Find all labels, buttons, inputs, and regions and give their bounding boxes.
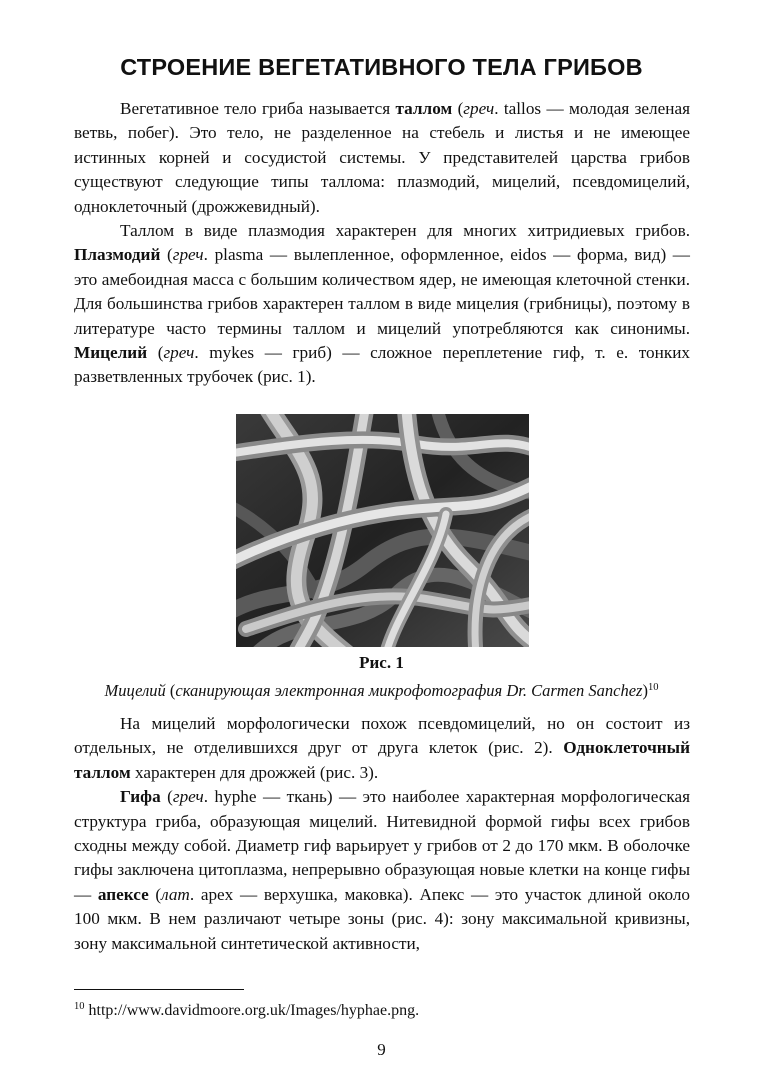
paragraph-pseudomycelium: На мицелий морфологически похож псевдомицелий, но он состоит из отдельных, не отделившихся друг от друга клеток (рис. 2). Одноклеточный таллом характерен для дрожжей (рис. 3). — [74, 714, 690, 782]
page-number: 9 — [377, 1040, 386, 1059]
body-text-lower — [74, 712, 690, 956]
footnote: $^{10}$ http://www.davidmoore.org.uk/Images/hyphae.png. — [74, 1001, 420, 1019]
footnote-divider — [74, 989, 244, 990]
footnote-link[interactable]: http://www.davidmoore.org.uk/Images/hyphae.png. — [84, 1002, 420, 1019]
figure-caption: Мицелий (сканирующая электронная микрофотография Dr. Carmen Sanchez)$^{10}$ — [104, 681, 659, 700]
mycelium-micrograph — [236, 414, 529, 647]
paragraph-hypha: Гифа (греч. hyphe — ткань) — это наиболее характерная морфологическая структура гриба, образующая мицелий. Нитевидной формой гифы всех грибов сходны между собой. Диаметр гиф варьирует у грибов от 2 до 170 мкм. В оболочке гифы заключена цитоплазма, непрерывно образующая новые клетки на конце гифы — апексе (лат. apex — верхушка, маковка). Апекс — это участок длиной около 100 мкм. В нем различают четыре зоны (рис. 4): зону максимальной кривизны, зону максимальной синтетической активности, — [74, 787, 691, 953]
figure-label: Рис. 1 — [359, 653, 404, 672]
paragraph-plasmodium: Таллом в виде плазмодия характерен для многих хитридиевых грибов. Плазмодий (греч. plasma — вылепленное, оформленное, eidos — форма, вид) — это амебоидная масса с большим количеством ядер, не имеющая клеточной стенки. Для большинства грибов характерен таллом в виде мицелия (грибницы), поэтому в литературе часто термины таллом и мицелий употребляются как синонимы. Мицелий (греч. mykes — гриб) — сложное переплетение гиф, т. е. тонких разветвленных трубочек (рис. 1). — [74, 221, 690, 387]
paragraph-thallus: Вегетативное тело гриба называется таллом (греч. tallos — молодая зеленая ветвь, побег). Это тело, не разделенное на стебель и листья и не имеющее истинных корней и сосудистой системы. У представителей царства грибов существуют следующие типы таллома: плазмодий, мицелий, псевдомицелий, одноклеточный (дрожжевидный). — [74, 99, 690, 216]
body-text-upper — [74, 97, 690, 390]
page-title: СТРОЕНИЕ ВЕГЕТАТИВНОГО ТЕЛА ГРИБОВ — [120, 54, 643, 80]
footnote-ref[interactable]: 10 — [647, 682, 659, 693]
